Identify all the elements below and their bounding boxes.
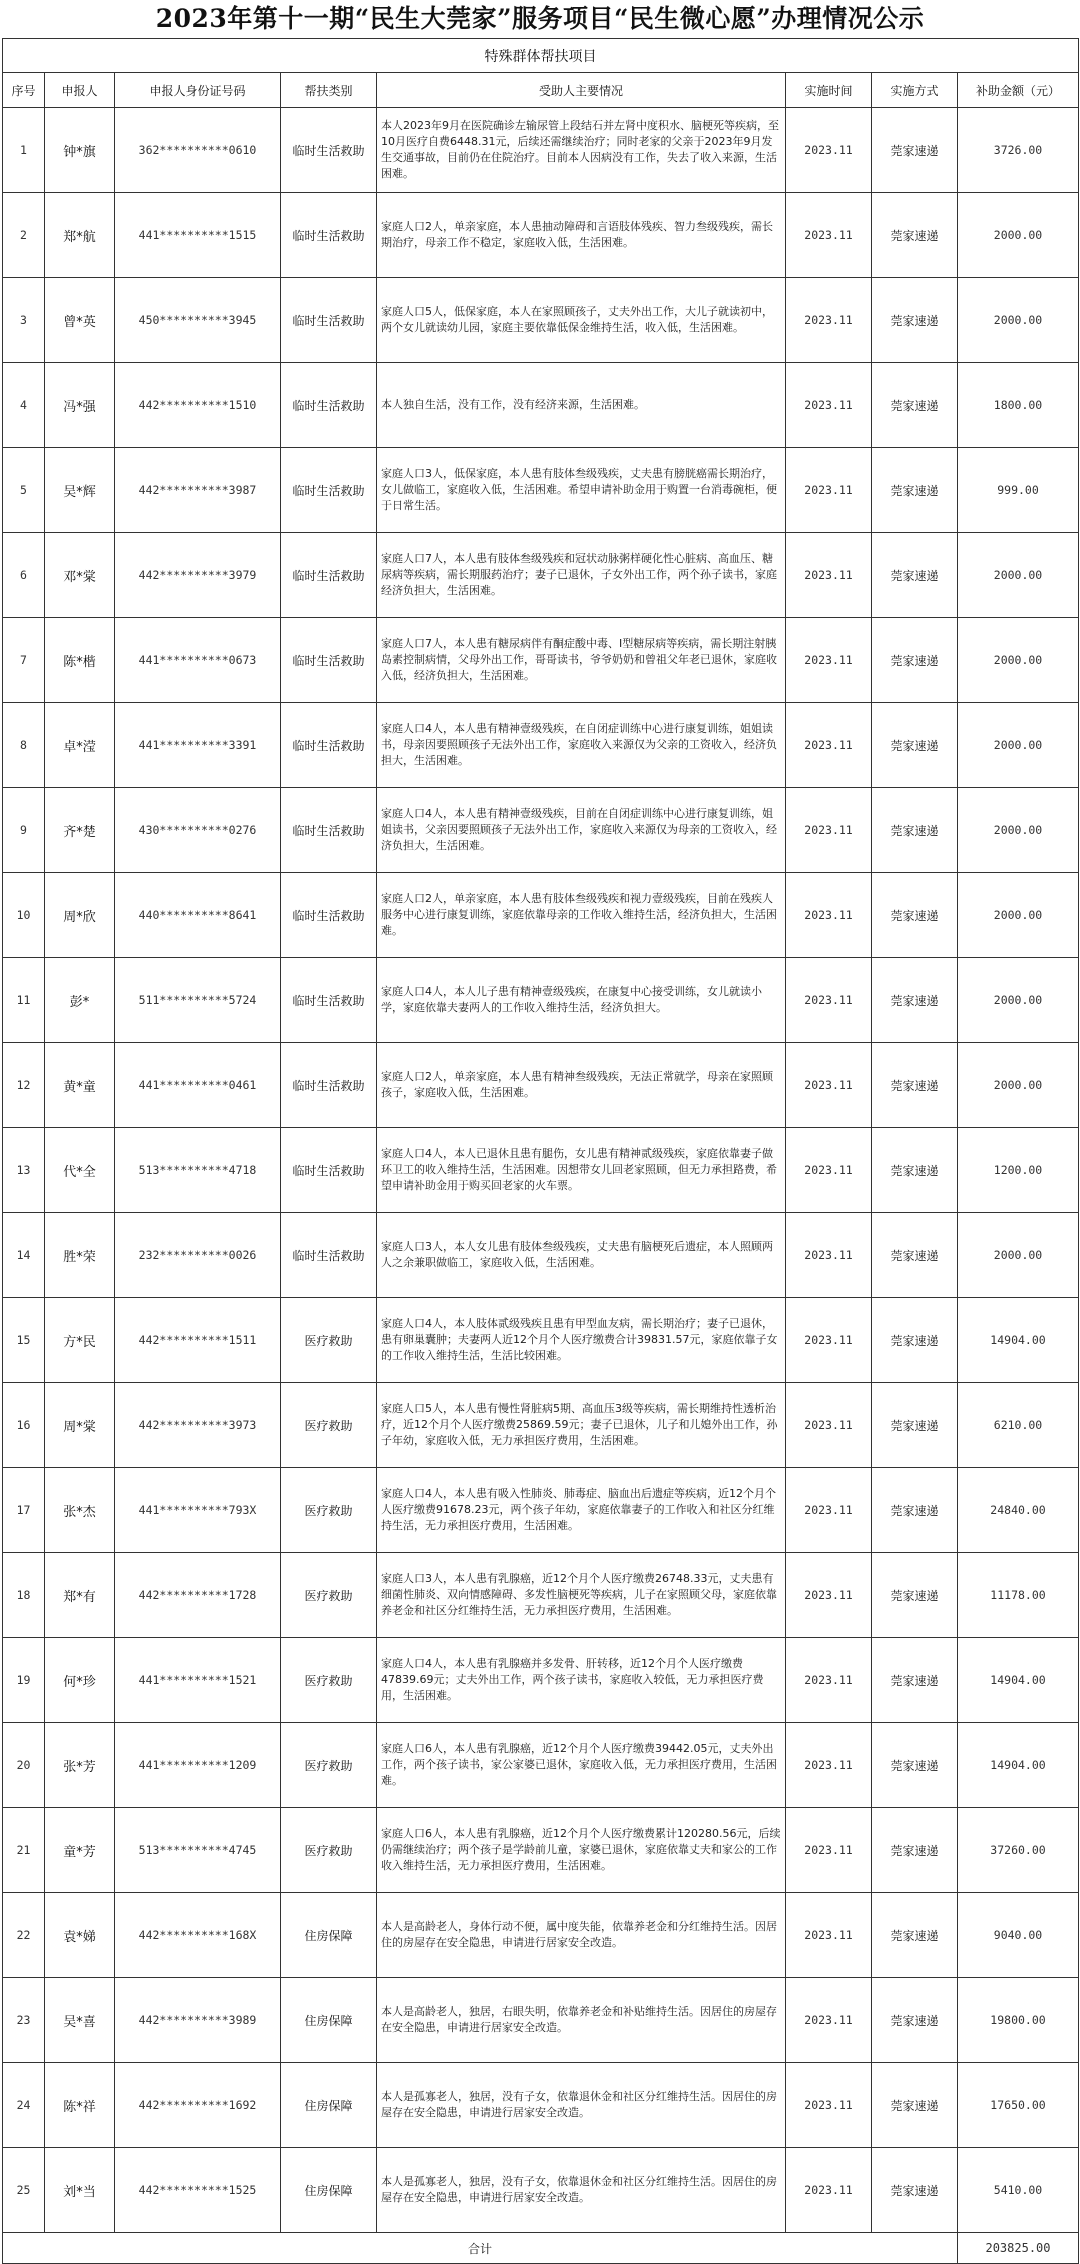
row-assistance-type: 临时生活救助 <box>281 448 377 533</box>
row-name: 郑*有 <box>45 1553 115 1638</box>
row-method: 莞家速递 <box>872 108 958 193</box>
row-name: 陈*祥 <box>45 2063 115 2148</box>
row-method: 莞家速递 <box>872 2148 958 2233</box>
header-id: 申报人身份证号码 <box>115 73 281 108</box>
row-amount: 2000.00 <box>958 958 1079 1043</box>
row-name: 何*珍 <box>45 1638 115 1723</box>
row-amount: 5410.00 <box>958 2148 1079 2233</box>
row-method: 莞家速递 <box>872 1808 958 1893</box>
row-name: 彭* <box>45 958 115 1043</box>
row-method: 莞家速递 <box>872 703 958 788</box>
row-amount: 1800.00 <box>958 363 1079 448</box>
row-assistance-type: 临时生活救助 <box>281 1128 377 1213</box>
page-title: 2023年第十一期“民生大莞家”服务项目“民生微心愿”办理情况公示 <box>155 4 925 33</box>
row-assistance-type: 临时生活救助 <box>281 278 377 363</box>
row-id-number: 441**********3391 <box>115 703 281 788</box>
row-method: 莞家速递 <box>872 1893 958 1978</box>
row-description: 家庭人口2人，单亲家庭，本人患有肢体叁级残疾和视力壹级残疾，目前在残疾人服务中心进行康复训练，家庭依靠母亲的工作收入维持生活，经济负担大，生活困难。 <box>377 873 786 958</box>
row-description: 本人2023年9月在医院确诊左输尿管上段结石并左肾中度积水、脑梗死等疾病，至10月医疗自费6448.31元，后续还需继续治疗；同时老家的父亲于2023年9月发生交通事故，目前仍在住院治疗。目前本人因病没有工作，失去了收入来源，生活困难。 <box>377 108 786 193</box>
row-assistance-type: 住房保障 <box>281 2063 377 2148</box>
row-name: 方*民 <box>45 1298 115 1383</box>
row-id-number: 442**********3979 <box>115 533 281 618</box>
row-method: 莞家速递 <box>872 618 958 703</box>
row-description: 家庭人口7人，本人患有肢体叁级残疾和冠状动脉粥样硬化性心脏病、高血压、糖尿病等疾病，需长期服药治疗；妻子已退休，子女外出工作，两个孙子读书，家庭经济负担大，生活困难。 <box>377 533 786 618</box>
table-row <box>3 278 1079 363</box>
row-time: 2023.11 <box>786 1893 872 1978</box>
row-time: 2023.11 <box>786 278 872 363</box>
row-assistance-type: 医疗救助 <box>281 1553 377 1638</box>
table-row <box>3 1298 1079 1383</box>
row-method: 莞家速递 <box>872 533 958 618</box>
row-assistance-type: 临时生活救助 <box>281 1213 377 1298</box>
row-assistance-type: 医疗救助 <box>281 1638 377 1723</box>
row-no: 12 <box>3 1043 45 1128</box>
table-row <box>3 788 1079 873</box>
row-assistance-type: 临时生活救助 <box>281 533 377 618</box>
row-name: 刘*当 <box>45 2148 115 2233</box>
row-assistance-type: 医疗救助 <box>281 1808 377 1893</box>
row-no: 8 <box>3 703 45 788</box>
row-assistance-type: 医疗救助 <box>281 1723 377 1808</box>
header-name: 申报人 <box>45 73 115 108</box>
row-method: 莞家速递 <box>872 873 958 958</box>
row-amount: 2000.00 <box>958 1213 1079 1298</box>
row-time: 2023.11 <box>786 703 872 788</box>
row-description: 家庭人口4人，本人患有精神壹级残疾，目前在自闭症训练中心进行康复训练，姐姐读书，父亲因要照顾孩子无法外出工作，家庭收入来源仅为母亲的工资收入，经济负担大，生活困难。 <box>377 788 786 873</box>
row-name: 冯*强 <box>45 363 115 448</box>
row-no: 24 <box>3 2063 45 2148</box>
row-time: 2023.11 <box>786 958 872 1043</box>
row-name: 周*棠 <box>45 1383 115 1468</box>
row-assistance-type: 临时生活救助 <box>281 618 377 703</box>
row-assistance-type: 临时生活救助 <box>281 193 377 278</box>
row-amount: 2000.00 <box>958 788 1079 873</box>
row-id-number: 441**********1515 <box>115 193 281 278</box>
row-id-number: 450**********3945 <box>115 278 281 363</box>
row-time: 2023.11 <box>786 1723 872 1808</box>
total-row <box>3 2233 1079 2264</box>
row-name: 袁*娣 <box>45 1893 115 1978</box>
row-method: 莞家速递 <box>872 1723 958 1808</box>
row-no: 7 <box>3 618 45 703</box>
row-amount: 11178.00 <box>958 1553 1079 1638</box>
row-id-number: 513**********4745 <box>115 1808 281 1893</box>
row-time: 2023.11 <box>786 1468 872 1553</box>
row-name: 代*全 <box>45 1128 115 1213</box>
row-no: 13 <box>3 1128 45 1213</box>
row-description: 家庭人口6人，本人患有乳腺癌，近12个月个人医疗缴费累计120280.56元，后续仍需继续治疗；两个孩子是学龄前儿童，家婆已退休，家庭依靠丈夫和家公的工作收入维持生活，无力承担医疗费用，生活困难。 <box>377 1808 786 1893</box>
row-no: 6 <box>3 533 45 618</box>
row-method: 莞家速递 <box>872 2063 958 2148</box>
row-id-number: 232**********0026 <box>115 1213 281 1298</box>
row-no: 21 <box>3 1808 45 1893</box>
row-name: 张*芳 <box>45 1723 115 1808</box>
row-id-number: 441**********0673 <box>115 618 281 703</box>
row-time: 2023.11 <box>786 1978 872 2063</box>
row-id-number: 442**********1692 <box>115 2063 281 2148</box>
row-time: 2023.11 <box>786 533 872 618</box>
row-id-number: 442**********1525 <box>115 2148 281 2233</box>
row-no: 3 <box>3 278 45 363</box>
row-time: 2023.11 <box>786 788 872 873</box>
row-time: 2023.11 <box>786 873 872 958</box>
subtitle-row <box>3 39 1079 73</box>
row-assistance-type: 临时生活救助 <box>281 703 377 788</box>
row-time: 2023.11 <box>786 108 872 193</box>
row-method: 莞家速递 <box>872 1553 958 1638</box>
row-time: 2023.11 <box>786 1383 872 1468</box>
row-assistance-type: 住房保障 <box>281 2148 377 2233</box>
row-amount: 9040.00 <box>958 1893 1079 1978</box>
row-amount: 14904.00 <box>958 1638 1079 1723</box>
row-description: 家庭人口2人，单亲家庭，本人患抽动障碍和言语肢体残疾、智力叁级残疾，需长期治疗，母亲工作不稳定，家庭收入低，生活困难。 <box>377 193 786 278</box>
table-row <box>3 1978 1079 2063</box>
row-name: 胜*荣 <box>45 1213 115 1298</box>
row-name: 曾*英 <box>45 278 115 363</box>
row-time: 2023.11 <box>786 1298 872 1383</box>
row-time: 2023.11 <box>786 193 872 278</box>
row-amount: 2000.00 <box>958 703 1079 788</box>
table-row <box>3 1468 1079 1553</box>
header-desc: 受助人主要情况 <box>377 73 786 108</box>
row-id-number: 442**********1511 <box>115 1298 281 1383</box>
row-name: 张*杰 <box>45 1468 115 1553</box>
row-amount: 2000.00 <box>958 278 1079 363</box>
header-method: 实施方式 <box>872 73 958 108</box>
row-id-number: 442**********168X <box>115 1893 281 1978</box>
row-description: 家庭人口3人，低保家庭，本人患有肢体叁级残疾，丈夫患有膀胱癌需长期治疗，女儿做临工，家庭收入低，生活困难。希望申请补助金用于购置一台消毒碗柜，便于日常生活。 <box>377 448 786 533</box>
table-row <box>3 1383 1079 1468</box>
row-time: 2023.11 <box>786 618 872 703</box>
row-description: 家庭人口5人，低保家庭，本人在家照顾孩子，丈夫外出工作，大儿子就读初中，两个女儿就读幼儿园，家庭主要依靠低保金维持生活，收入低，生活困难。 <box>377 278 786 363</box>
row-no: 25 <box>3 2148 45 2233</box>
table-subtitle: 特殊群体帮扶项目 <box>3 39 1079 73</box>
table-row <box>3 1638 1079 1723</box>
row-id-number: 362**********0610 <box>115 108 281 193</box>
row-no: 19 <box>3 1638 45 1723</box>
table-row <box>3 1043 1079 1128</box>
row-id-number: 441**********1209 <box>115 1723 281 1808</box>
row-amount: 2000.00 <box>958 1043 1079 1128</box>
table-row <box>3 958 1079 1043</box>
row-name: 齐*楚 <box>45 788 115 873</box>
row-assistance-type: 临时生活救助 <box>281 1043 377 1128</box>
row-description: 本人是高龄老人，身体行动不便，属中度失能，依靠养老金和分红维持生活。因居住的房屋存在安全隐患，申请进行居家安全改造。 <box>377 1893 786 1978</box>
table-row <box>3 2063 1079 2148</box>
row-name: 钟*旗 <box>45 108 115 193</box>
row-no: 10 <box>3 873 45 958</box>
row-assistance-type: 医疗救助 <box>281 1468 377 1553</box>
table-row <box>3 1553 1079 1638</box>
row-method: 莞家速递 <box>872 958 958 1043</box>
row-description: 家庭人口4人，本人儿子患有精神壹级残疾，在康复中心接受训练，女儿就读小学，家庭依靠夫妻两人的工作收入维持生活，经济负担大。 <box>377 958 786 1043</box>
row-no: 5 <box>3 448 45 533</box>
row-description: 家庭人口5人，本人患有慢性肾脏病5期、高血压3级等疾病，需长期维持性透析治疗，近12个月个人医疗缴费25869.59元；妻子已退休，儿子和儿媳外出工作，孙子年幼，家庭收入低，无力承担医疗费用，生活困难。 <box>377 1383 786 1468</box>
row-no: 14 <box>3 1213 45 1298</box>
total-amount: 203825.00 <box>958 2233 1079 2264</box>
row-description: 本人是高龄老人，独居，右眼失明，依靠养老金和补贴维持生活。因居住的房屋存在安全隐患，申请进行居家安全改造。 <box>377 1978 786 2063</box>
row-no: 20 <box>3 1723 45 1808</box>
row-description: 家庭人口3人，本人女儿患有肢体叁级残疾，丈夫患有脑梗死后遗症，本人照顾两人之余兼职做临工，家庭收入低，生活困难。 <box>377 1213 786 1298</box>
row-method: 莞家速递 <box>872 1383 958 1468</box>
row-description: 家庭人口7人，本人患有糖尿病伴有酮症酸中毒、I型糖尿病等疾病，需长期注射胰岛素控制病情，父母外出工作，哥哥读书，爷爷奶奶和曾祖父年老已退休，家庭收入低，经济负担大，生活困难。 <box>377 618 786 703</box>
row-assistance-type: 临时生活救助 <box>281 873 377 958</box>
row-description: 家庭人口4人，本人肢体贰级残疾且患有甲型血友病，需长期治疗；妻子已退休，患有卵巢囊肿；夫妻两人近12个月个人医疗缴费合计39831.57元，家庭依靠子女的工作收入维持生活，生活比较困难。 <box>377 1298 786 1383</box>
row-amount: 19800.00 <box>958 1978 1079 2063</box>
row-assistance-type: 医疗救助 <box>281 1298 377 1383</box>
row-id-number: 442**********3973 <box>115 1383 281 1468</box>
row-assistance-type: 住房保障 <box>281 1978 377 2063</box>
table-row <box>3 533 1079 618</box>
row-description: 家庭人口6人，本人患有乳腺癌，近12个月个人医疗缴费39442.05元，丈夫外出工作，两个孩子读书，家公家婆已退休，家庭收入低，无力承担医疗费用，生活困难。 <box>377 1723 786 1808</box>
row-name: 黄*童 <box>45 1043 115 1128</box>
row-time: 2023.11 <box>786 1808 872 1893</box>
row-description: 本人是孤寡老人，独居，没有子女，依靠退休金和社区分红维持生活。因居住的房屋存在安全隐患，申请进行居家安全改造。 <box>377 2148 786 2233</box>
row-amount: 2000.00 <box>958 618 1079 703</box>
table-row <box>3 1723 1079 1808</box>
row-description: 家庭人口4人，本人患有精神壹级残疾，在自闭症训练中心进行康复训练，姐姐读书，母亲因要照顾孩子无法外出工作，家庭收入来源仅为父亲的工资收入，经济负担大，生活困难。 <box>377 703 786 788</box>
row-description: 家庭人口4人，本人患有吸入性肺炎、肺毒症、脑血出后遗症等疾病，近12个月个人医疗缴费91678.23元，两个孩子年幼，家庭依靠妻子的工作收入和社区分红维持生活，无力承担医疗费用，生活困难。 <box>377 1468 786 1553</box>
row-amount: 17650.00 <box>958 2063 1079 2148</box>
row-name: 吴*辉 <box>45 448 115 533</box>
row-time: 2023.11 <box>786 2063 872 2148</box>
row-description: 家庭人口3人，本人患有乳腺癌，近12个月个人医疗缴费26748.33元，丈夫患有细菌性肺炎、双向情感障碍、多发性脑梗死等疾病，儿子在家照顾父母，家庭依靠养老金和社区分红维持生活，无力承担医疗费用，生活困难。 <box>377 1553 786 1638</box>
table-row <box>3 1893 1079 1978</box>
row-id-number: 511**********5724 <box>115 958 281 1043</box>
table-row <box>3 703 1079 788</box>
table-row <box>3 1128 1079 1213</box>
row-assistance-type: 住房保障 <box>281 1893 377 1978</box>
row-no: 23 <box>3 1978 45 2063</box>
row-no: 9 <box>3 788 45 873</box>
row-method: 莞家速递 <box>872 1468 958 1553</box>
table-row <box>3 193 1079 278</box>
row-time: 2023.11 <box>786 1043 872 1128</box>
row-no: 2 <box>3 193 45 278</box>
row-amount: 24840.00 <box>958 1468 1079 1553</box>
row-method: 莞家速递 <box>872 1298 958 1383</box>
row-no: 15 <box>3 1298 45 1383</box>
row-time: 2023.11 <box>786 1553 872 1638</box>
row-assistance-type: 临时生活救助 <box>281 108 377 193</box>
row-assistance-type: 临时生活救助 <box>281 788 377 873</box>
table-row <box>3 363 1079 448</box>
row-method: 莞家速递 <box>872 788 958 873</box>
row-time: 2023.11 <box>786 2148 872 2233</box>
row-amount: 2000.00 <box>958 193 1079 278</box>
header-amount: 补助金额（元） <box>958 73 1079 108</box>
row-description: 家庭人口2人，单亲家庭，本人患有精神叁级残疾，无法正常就学，母亲在家照顾孩子，家庭收入低，生活困难。 <box>377 1043 786 1128</box>
row-id-number: 441**********1521 <box>115 1638 281 1723</box>
row-description: 家庭人口4人，本人已退休且患有腿伤，女儿患有精神贰级残疾，家庭依靠妻子做环卫工的收入维持生活，生活困难。因想带女儿回老家照顾，但无力承担路费，希望申请补助金用于购买回老家的火车票。 <box>377 1128 786 1213</box>
row-description: 本人是孤寡老人，独居，没有子女，依靠退休金和社区分红维持生活。因居住的房屋存在安全隐患，申请进行居家安全改造。 <box>377 2063 786 2148</box>
row-no: 16 <box>3 1383 45 1468</box>
row-amount: 14904.00 <box>958 1298 1079 1383</box>
row-time: 2023.11 <box>786 1213 872 1298</box>
row-amount: 6210.00 <box>958 1383 1079 1468</box>
row-name: 吴*喜 <box>45 1978 115 2063</box>
row-id-number: 513**********4718 <box>115 1128 281 1213</box>
table-row <box>3 108 1079 193</box>
table-row <box>3 1808 1079 1893</box>
row-id-number: 441**********793X <box>115 1468 281 1553</box>
row-id-number: 442**********3987 <box>115 448 281 533</box>
row-id-number: 442**********1510 <box>115 363 281 448</box>
row-name: 邓*棠 <box>45 533 115 618</box>
row-no: 1 <box>3 108 45 193</box>
row-time: 2023.11 <box>786 1128 872 1213</box>
row-id-number: 430**********0276 <box>115 788 281 873</box>
row-no: 4 <box>3 363 45 448</box>
row-method: 莞家速递 <box>872 363 958 448</box>
row-no: 22 <box>3 1893 45 1978</box>
row-no: 18 <box>3 1553 45 1638</box>
assistance-table <box>2 38 1079 2264</box>
total-label: 合计 <box>3 2233 958 2264</box>
row-method: 莞家速递 <box>872 1978 958 2063</box>
row-id-number: 442**********1728 <box>115 1553 281 1638</box>
row-method: 莞家速递 <box>872 448 958 533</box>
header-row <box>3 73 1079 108</box>
table-row <box>3 618 1079 703</box>
row-time: 2023.11 <box>786 1638 872 1723</box>
row-amount: 3726.00 <box>958 108 1079 193</box>
table-row <box>3 873 1079 958</box>
row-amount: 999.00 <box>958 448 1079 533</box>
table-row <box>3 448 1079 533</box>
row-no: 17 <box>3 1468 45 1553</box>
header-no: 序号 <box>3 73 45 108</box>
row-amount: 2000.00 <box>958 873 1079 958</box>
row-method: 莞家速递 <box>872 278 958 363</box>
row-id-number: 440**********8641 <box>115 873 281 958</box>
table-row <box>3 2148 1079 2233</box>
row-time: 2023.11 <box>786 363 872 448</box>
row-description: 本人独自生活，没有工作，没有经济来源，生活困难。 <box>377 363 786 448</box>
header-type: 帮扶类别 <box>281 73 377 108</box>
table-row <box>3 1213 1079 1298</box>
row-name: 童*芳 <box>45 1808 115 1893</box>
row-assistance-type: 医疗救助 <box>281 1383 377 1468</box>
row-assistance-type: 临时生活救助 <box>281 363 377 448</box>
row-method: 莞家速递 <box>872 1213 958 1298</box>
row-no: 11 <box>3 958 45 1043</box>
row-amount: 1200.00 <box>958 1128 1079 1213</box>
row-id-number: 442**********3989 <box>115 1978 281 2063</box>
row-name: 卓*滢 <box>45 703 115 788</box>
row-description: 家庭人口4人，本人患有乳腺癌并多发骨、肝转移，近12个月个人医疗缴费47839.69元；丈夫外出工作，两个孩子读书，家庭收入较低，无力承担医疗费用，生活困难。 <box>377 1638 786 1723</box>
row-amount: 37260.00 <box>958 1808 1079 1893</box>
row-method: 莞家速递 <box>872 1638 958 1723</box>
row-assistance-type: 临时生活救助 <box>281 958 377 1043</box>
row-id-number: 441**********0461 <box>115 1043 281 1128</box>
row-name: 陈*楷 <box>45 618 115 703</box>
row-method: 莞家速递 <box>872 193 958 278</box>
row-name: 周*欣 <box>45 873 115 958</box>
row-amount: 2000.00 <box>958 533 1079 618</box>
row-amount: 14904.00 <box>958 1723 1079 1808</box>
row-time: 2023.11 <box>786 448 872 533</box>
row-method: 莞家速递 <box>872 1043 958 1128</box>
header-time: 实施时间 <box>786 73 872 108</box>
row-method: 莞家速递 <box>872 1128 958 1213</box>
row-name: 郑*航 <box>45 193 115 278</box>
